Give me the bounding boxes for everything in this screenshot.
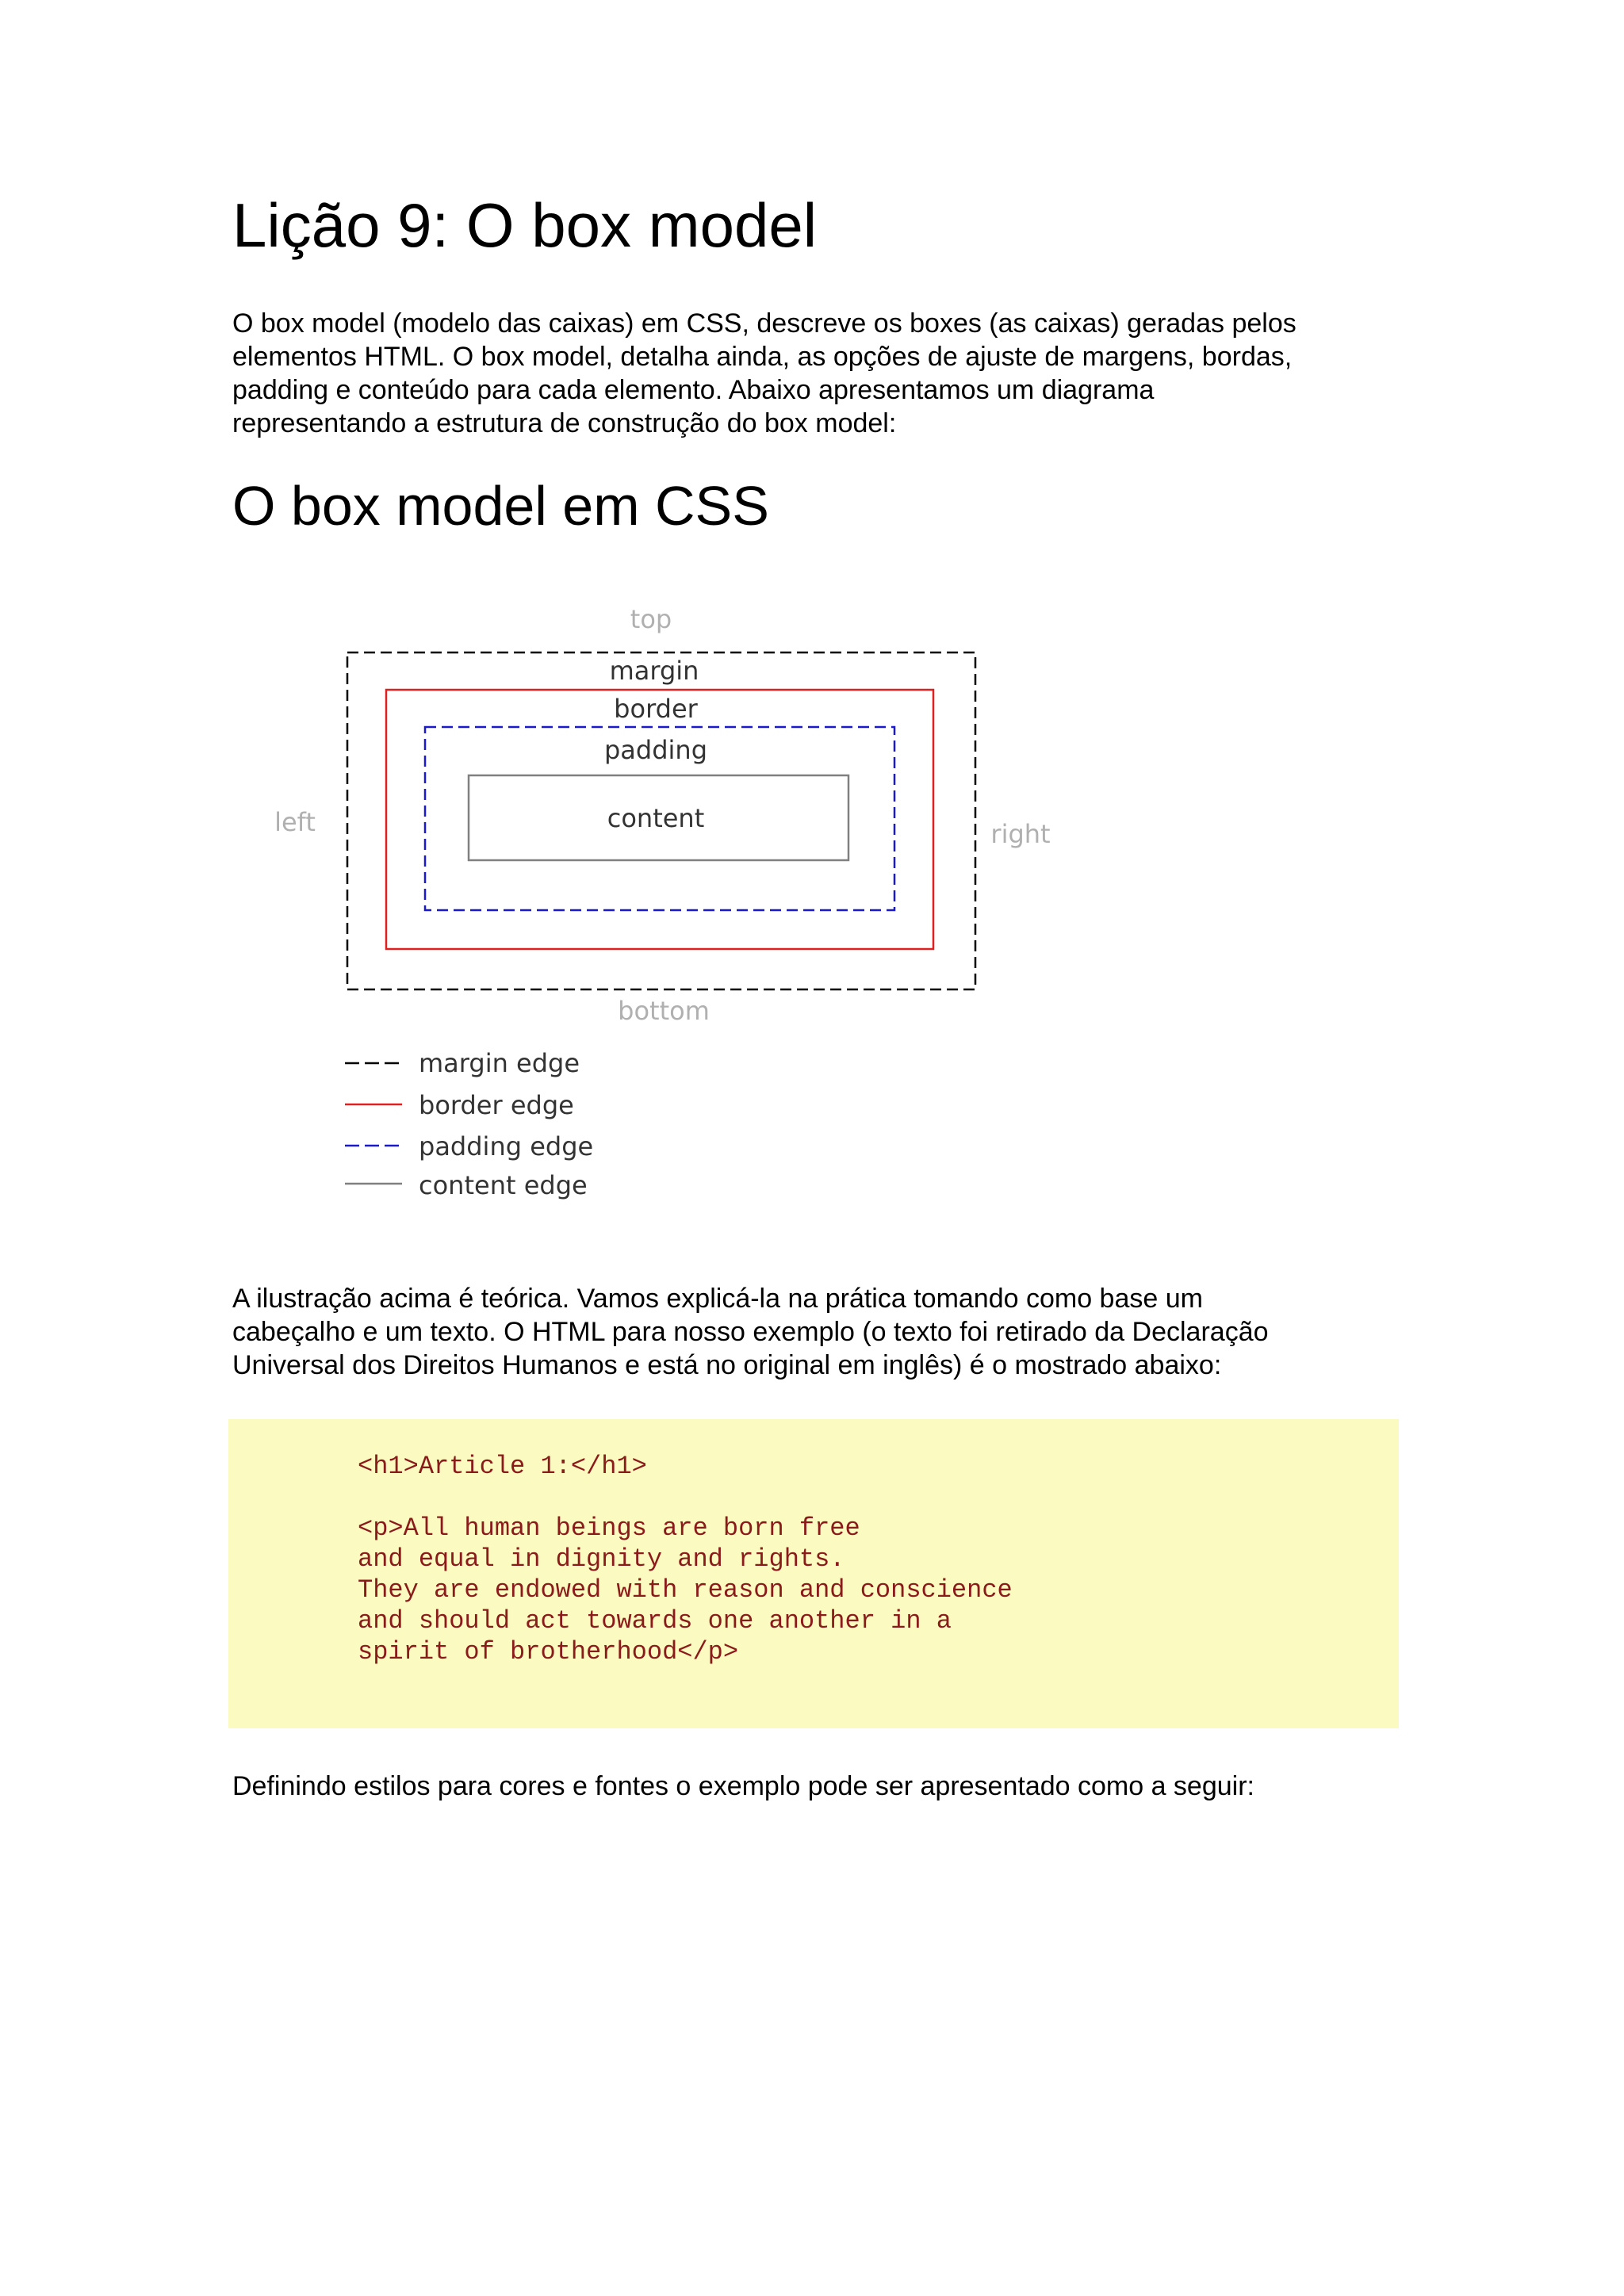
- side-label-bottom: bottom: [618, 996, 710, 1026]
- legend-label-padding: padding edge: [419, 1131, 594, 1161]
- section-heading: O box model em CSS: [232, 475, 769, 537]
- code-example-box: [228, 1419, 1399, 1728]
- margin-box-label: margin: [609, 656, 699, 686]
- code-block: [358, 1451, 1013, 1667]
- legend-label-border: border edge: [419, 1090, 574, 1120]
- code-line: and equal in dignity and rights.: [358, 1544, 845, 1574]
- code-line: <p>All human beings are born free: [358, 1513, 860, 1543]
- closing-line: Definindo estilos para cores e fontes o exemplo pode ser apresentado como a seguir:: [232, 1771, 1254, 1801]
- explanation-paragraph: [232, 1282, 1406, 1382]
- legend-label-content: content edge: [419, 1170, 588, 1200]
- side-label-left: left: [274, 807, 316, 837]
- code-blank-line: [358, 1482, 1013, 1513]
- border-box-label: border: [614, 694, 698, 724]
- code-line: spirit of brotherhood</p>: [358, 1637, 739, 1667]
- intro-line: elementos HTML. O box model, detalha ainda, as opções de ajuste de margens, bordas,: [232, 342, 1293, 372]
- box-model-diagram: [262, 599, 1055, 1233]
- code-line: They are endowed with reason and conscience: [358, 1575, 1013, 1605]
- explanation-line: Universal dos Direitos Humanos e está no original em inglês) é o mostrado abaixo:: [232, 1350, 1222, 1380]
- explanation-line: A ilustração acima é teórica. Vamos explicá-la na prática tomando como base um: [232, 1284, 1203, 1314]
- code-line: <h1>Article 1:</h1>: [358, 1452, 647, 1481]
- intro-line: representando a estrutura de construção do box model:: [232, 408, 897, 438]
- intro-line: O box model (modelo das caixas) em CSS, descreve os boxes (as caixas) geradas pelos: [232, 308, 1297, 339]
- page-title: Lição 9: O box model: [232, 190, 818, 260]
- intro-line: padding e conteúdo para cada elemento. Abaixo apresentamos um diagrama: [232, 375, 1155, 405]
- code-line: and should act towards one another in a: [358, 1606, 952, 1636]
- closing-paragraph: [232, 1770, 1406, 1803]
- legend-label-margin: margin edge: [419, 1048, 580, 1078]
- side-label-right: right: [990, 819, 1051, 849]
- explanation-line: cabeçalho e um texto. O HTML para nosso exemplo (o texto foi retirado da Declaração: [232, 1317, 1269, 1347]
- side-label-top: top: [630, 604, 672, 634]
- intro-paragraph: [232, 307, 1406, 440]
- padding-box-label: padding: [603, 735, 708, 765]
- content-box-label: content: [607, 803, 705, 833]
